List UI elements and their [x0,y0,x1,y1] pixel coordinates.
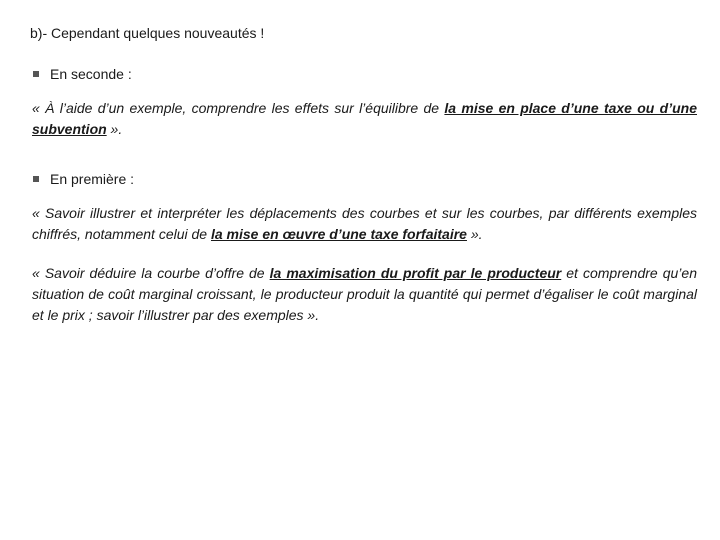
bullet-seconde [33,66,132,82]
paragraph-premiere-1-text-end: ». [466,226,483,242]
paragraph-premiere-2 [32,263,697,326]
bullet-seconde-label: En seconde : [50,66,132,82]
paragraph-seconde [32,98,697,140]
bullet-premiere [33,171,134,187]
paragraph-seconde-text-end: ». [106,121,123,137]
paragraph-premiere-1-emphasis: la mise en œuvre d’une taxe forfaitaire [210,226,467,242]
paragraph-seconde-emphasis: la mise en place d’une taxe ou d’une subvention [32,100,697,137]
paragraph-premiere-2-text-start: « Savoir déduire la courbe d’offre de [32,265,270,281]
bullet-premiere-label: En première : [50,171,135,187]
square-bullet-icon [33,71,39,77]
paragraph-premiere-2-text-end: et comprendre qu’en situation de coût marginal croissant, le producteur produit la quantité qui permet d’égaliser le coût marginal et le prix ; savoir l’illustrer par des exemples ». [32,265,697,323]
square-bullet-icon [33,176,39,182]
paragraph-premiere-2-emphasis: la maximisation du profit par le producteur [269,265,562,281]
paragraph-seconde-text-start: « À l’aide d’un exemple, comprendre les effets sur l’équilibre de [32,100,445,116]
paragraph-premiere-1-text-start: « Savoir illustrer et interpréter les déplacements des courbes et sur les courbes, par différents exemples chiffrés, notamment celui de [32,205,697,242]
paragraph-premiere-1 [32,203,697,245]
slide-title: b)- Cependant quelques nouveautés ! [30,25,265,41]
